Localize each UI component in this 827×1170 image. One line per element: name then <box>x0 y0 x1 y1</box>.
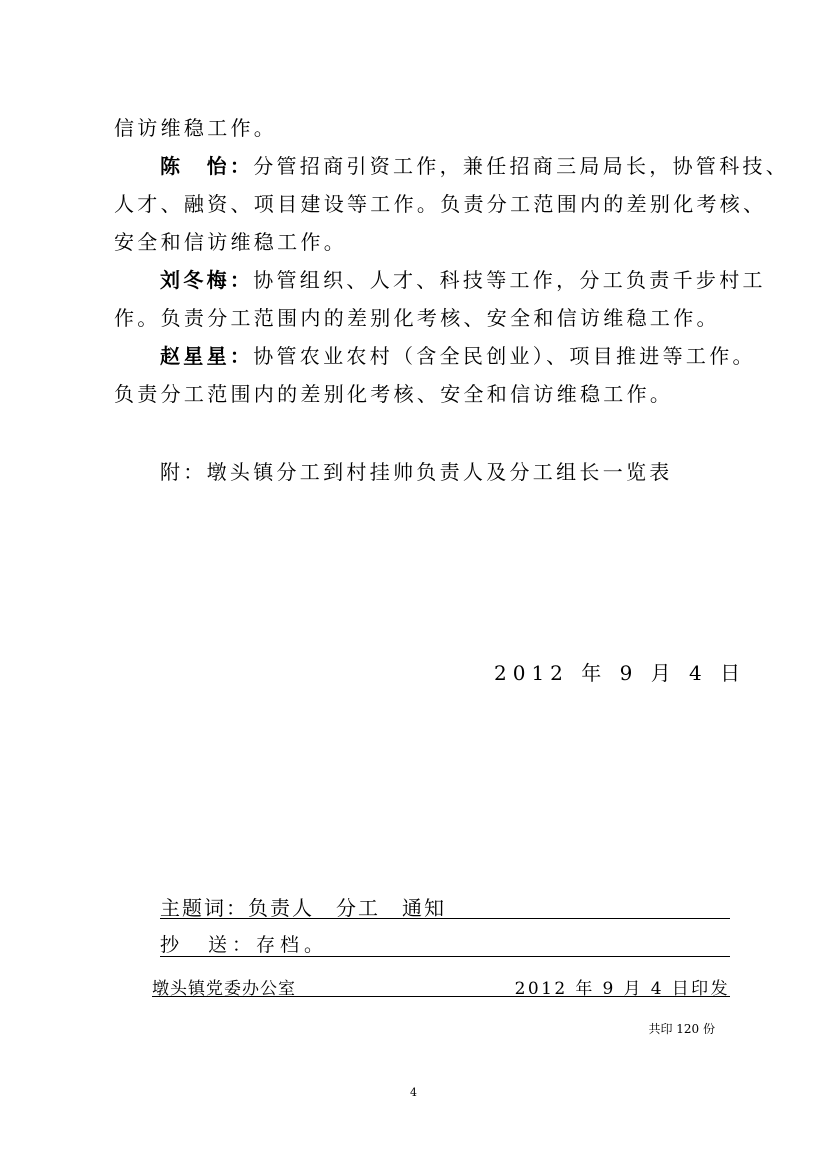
paragraph-zhao-line1 <box>160 344 756 368</box>
document-date: 2012 年 9 月 4 日 <box>494 661 747 685</box>
issue-date: 2012 年 9 月 4 日印发 <box>514 979 730 999</box>
zhao-duties-text: 协管农业农村（含全民创业）、项目推进等工作。 <box>253 344 756 368</box>
person-name-chen: 陈 怡： <box>160 154 254 178</box>
print-copies: 共印 120 份 <box>648 1022 715 1036</box>
liu-duties-text: 协管组织、人才、科技等工作，分工负责千步村工 <box>253 268 766 292</box>
paragraph-chen-line2: 人才、融资、项目建设等工作。负责分工范围内的差别化考核、 <box>114 192 767 216</box>
issuer-name: 墩头镇党委办公室 <box>152 979 296 999</box>
person-name-zhao: 赵星星： <box>160 344 254 368</box>
paragraph-chen-line3: 安全和信访维稳工作。 <box>114 230 347 254</box>
keywords-row: 主题词：负责人 分工 通知 <box>160 892 730 919</box>
paragraph-liu-line2: 作。负责分工范围内的差别化考核、安全和信访维稳工作。 <box>114 306 720 330</box>
person-name-liu: 刘冬梅： <box>160 268 254 292</box>
cc-row: 抄 送：存档。 <box>160 930 730 957</box>
paragraph-zhao-line2: 负责分工范围内的差别化考核、安全和信访维稳工作。 <box>114 382 674 406</box>
attachment-note: 附：墩头镇分工到村挂帅负责人及分工组长一览表 <box>160 460 673 484</box>
paragraph-chen-line1 <box>160 154 789 178</box>
paragraph-line: 信访维稳工作。 <box>114 116 278 140</box>
paragraph-liu-line1 <box>160 268 766 292</box>
chen-duties-text: 分管招商引资工作，兼任招商三局局长，协管科技、 <box>253 154 790 178</box>
page-number: 4 <box>410 1086 417 1099</box>
issuer-row <box>152 974 730 997</box>
